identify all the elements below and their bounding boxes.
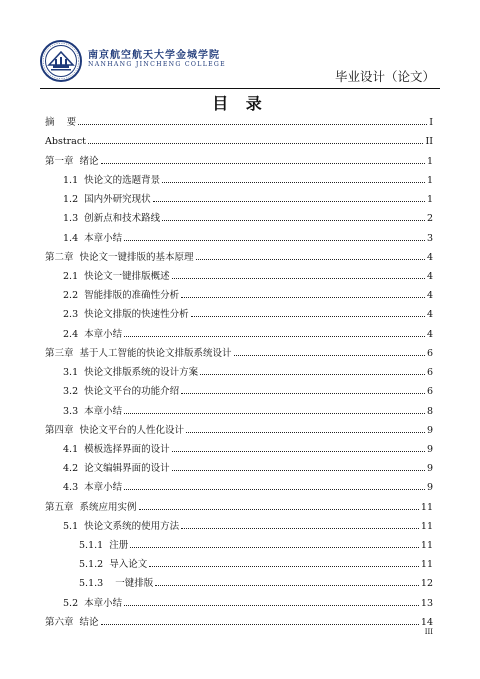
toc-dot-leader bbox=[153, 200, 425, 202]
toc-entry-label: 3.1 快论文排版系统的设计方案 bbox=[63, 367, 199, 379]
toc-entry-label: 1.4 本章小结 bbox=[63, 232, 123, 244]
college-logo-icon bbox=[40, 40, 82, 82]
toc-entry-label: 摘 要 bbox=[45, 117, 77, 129]
toc-entry-page: 4 bbox=[426, 309, 433, 321]
toc-entry-label: 1.1 快论文的选题背景 bbox=[63, 174, 161, 186]
toc-entry-page: 11 bbox=[420, 559, 433, 571]
toc-entry-label: 5.1.3 一键排版 bbox=[79, 578, 154, 590]
toc-entry[interactable] bbox=[45, 263, 433, 282]
toc-entry-label: 5.1 快论文系统的使用方法 bbox=[63, 520, 180, 532]
toc-entry[interactable] bbox=[45, 244, 433, 263]
toc-entry-page: 8 bbox=[426, 405, 433, 417]
toc-entry[interactable] bbox=[45, 589, 433, 608]
toc-entry[interactable] bbox=[45, 109, 433, 128]
toc-entry-label: 2.1 快论文一键排版概述 bbox=[63, 270, 170, 282]
table-of-contents bbox=[45, 109, 433, 628]
toc-entry-label: 2.4 本章小结 bbox=[63, 328, 123, 340]
toc-entry[interactable] bbox=[45, 320, 433, 339]
toc-dot-leader bbox=[196, 258, 425, 260]
toc-entry[interactable] bbox=[45, 167, 433, 186]
toc-entry-page: 13 bbox=[420, 597, 433, 609]
toc-dot-leader bbox=[101, 162, 425, 164]
toc-entry-page: 11 bbox=[420, 520, 433, 532]
document-type: 毕业设计（论文） bbox=[334, 69, 435, 84]
toc-entry[interactable] bbox=[45, 224, 433, 243]
toc-dot-leader bbox=[139, 508, 419, 510]
toc-dot-leader bbox=[186, 431, 425, 433]
toc-entry[interactable] bbox=[45, 282, 433, 301]
toc-dot-leader bbox=[172, 469, 425, 471]
toc-dot-leader bbox=[124, 488, 425, 490]
toc-entry-label: 1.2 国内外研究现状 bbox=[63, 194, 151, 206]
toc-entry-page: 14 bbox=[420, 616, 433, 628]
toc-entry[interactable] bbox=[45, 397, 433, 416]
toc-entry-label: 第一章 绪论 bbox=[45, 155, 99, 167]
toc-dot-leader bbox=[200, 373, 425, 375]
toc-entry-page: 11 bbox=[420, 540, 433, 552]
toc-entry-page: 9 bbox=[426, 482, 433, 494]
toc-dot-leader bbox=[101, 623, 419, 625]
toc-entry-page: II bbox=[425, 136, 433, 148]
toc-entry-label: 4.2 论文编辑界面的设计 bbox=[63, 463, 170, 475]
header-rule bbox=[40, 88, 440, 89]
toc-entry-label: 5.1.1 注册 bbox=[79, 540, 129, 552]
toc-dot-leader bbox=[124, 412, 425, 414]
toc-entry-label: 4.1 模板选择界面的设计 bbox=[63, 443, 170, 455]
toc-entry[interactable] bbox=[45, 186, 433, 205]
toc-entry[interactable] bbox=[45, 474, 433, 493]
toc-entry-page: 9 bbox=[426, 424, 433, 436]
toc-dot-leader bbox=[172, 450, 425, 452]
toc-entry-label: 4.3 本章小结 bbox=[63, 482, 123, 494]
toc-entry-page: 6 bbox=[426, 386, 433, 398]
toc-entry-page: 1 bbox=[426, 155, 433, 167]
toc-entry[interactable] bbox=[45, 570, 433, 589]
toc-dot-leader bbox=[181, 296, 425, 298]
toc-entry-page: 6 bbox=[426, 367, 433, 379]
toc-entry[interactable] bbox=[45, 340, 433, 359]
toc-dot-leader bbox=[78, 123, 427, 125]
toc-dot-leader bbox=[162, 219, 425, 221]
toc-dot-leader bbox=[172, 277, 425, 279]
toc-entry-page: 4 bbox=[426, 251, 433, 263]
toc-entry-label: 3.2 快论文平台的功能介绍 bbox=[63, 386, 180, 398]
toc-entry-label: 5.1.2 导入论文 bbox=[79, 559, 148, 571]
toc-entry-page: 4 bbox=[426, 328, 433, 340]
toc-entry-page: 4 bbox=[426, 290, 433, 302]
toc-dot-leader bbox=[88, 142, 424, 144]
toc-entry-page: 1 bbox=[426, 194, 433, 206]
page-title: 目 录 bbox=[212, 94, 268, 113]
toc-entry-label: 2.2 智能排版的准确性分析 bbox=[63, 290, 180, 302]
toc-entry[interactable] bbox=[45, 301, 433, 320]
toc-entry-page: I bbox=[429, 117, 433, 129]
toc-entry[interactable] bbox=[45, 513, 433, 532]
toc-entry[interactable] bbox=[45, 205, 433, 224]
toc-entry-label: 3.3 本章小结 bbox=[63, 405, 123, 417]
toc-entry-label: 2.3 快论文排版的快速性分析 bbox=[63, 309, 189, 321]
toc-entry[interactable] bbox=[45, 436, 433, 455]
toc-entry-label: 第六章 结论 bbox=[45, 616, 99, 628]
toc-entry-label: 第三章 基于人工智能的快论文排版系统设计 bbox=[45, 347, 232, 359]
toc-entry[interactable] bbox=[45, 609, 433, 628]
toc-dot-leader bbox=[181, 392, 425, 394]
toc-entry[interactable] bbox=[45, 532, 433, 551]
page-header bbox=[0, 0, 480, 90]
toc-entry[interactable] bbox=[45, 551, 433, 570]
toc-dot-leader bbox=[130, 546, 419, 548]
toc-entry-page: 3 bbox=[426, 232, 433, 244]
toc-entry-label: 5.2 本章小结 bbox=[63, 597, 123, 609]
toc-dot-leader bbox=[162, 181, 425, 183]
toc-entry-label: 第四章 快论文平台的人性化设计 bbox=[45, 424, 185, 436]
toc-dot-leader bbox=[191, 315, 425, 317]
toc-entry-page: 1 bbox=[426, 174, 433, 186]
toc-entry-page: 4 bbox=[426, 270, 433, 282]
toc-dot-leader bbox=[124, 335, 425, 337]
toc-entry-page: 9 bbox=[426, 463, 433, 475]
toc-entry[interactable] bbox=[45, 128, 433, 147]
toc-entry[interactable] bbox=[45, 417, 433, 436]
school-name-en: NANHANG JINCHENG COLLEGE bbox=[88, 61, 226, 68]
toc-dot-leader bbox=[155, 584, 419, 586]
toc-entry-page: 9 bbox=[426, 443, 433, 455]
toc-entry[interactable] bbox=[45, 378, 433, 397]
toc-entry[interactable] bbox=[45, 493, 433, 512]
toc-entry[interactable] bbox=[45, 147, 433, 166]
toc-dot-leader bbox=[234, 354, 425, 356]
toc-entry-label: 第二章 快论文一键排版的基本原理 bbox=[45, 251, 194, 263]
toc-entry-page: 2 bbox=[426, 213, 433, 225]
toc-dot-leader bbox=[124, 604, 419, 606]
toc-entry-page: 12 bbox=[420, 578, 433, 590]
toc-dot-leader bbox=[124, 239, 425, 241]
toc-entry-page: 6 bbox=[426, 347, 433, 359]
toc-entry-label: 1.3 创新点和技术路线 bbox=[63, 213, 161, 225]
toc-entry[interactable] bbox=[45, 455, 433, 474]
page-number: III bbox=[424, 628, 433, 636]
toc-entry-page: 11 bbox=[420, 501, 433, 513]
toc-dot-leader bbox=[149, 565, 419, 567]
school-name-cn: 南京航空航天大学金城学院 bbox=[88, 50, 220, 61]
toc-entry-label: Abstract bbox=[45, 136, 86, 148]
toc-dot-leader bbox=[181, 527, 419, 529]
toc-entry[interactable] bbox=[45, 359, 433, 378]
toc-entry-label: 第五章 系统应用实例 bbox=[45, 501, 137, 513]
